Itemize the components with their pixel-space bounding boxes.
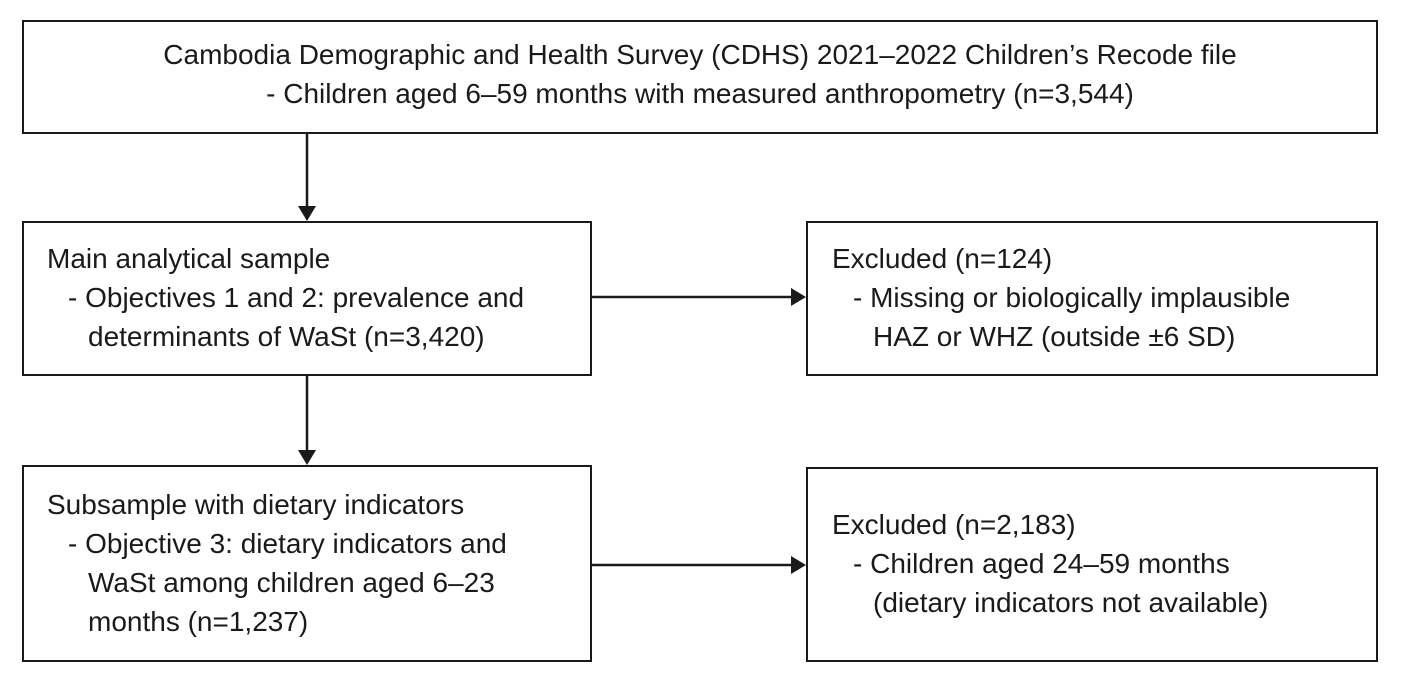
- arrowhead-main-to-excluded: [791, 288, 806, 306]
- main-sample-title: Main analytical sample: [47, 243, 331, 274]
- main-sample-objective-cont: determinants of WaSt (n=3,420): [88, 321, 485, 352]
- arrowhead-subsample-to-excluded: [791, 556, 806, 574]
- excluded-implausible-reason-cont: HAZ or WHZ (outside ±6 SD): [873, 321, 1236, 352]
- subsample-objective: - Objective 3: dietary indicators and: [68, 528, 507, 559]
- excluded-implausible-title: Excluded (n=124): [832, 243, 1053, 274]
- source-data-detail: - Children aged 6–59 months with measured anthropometry (n=3,544): [266, 78, 1134, 109]
- main-sample-objective: - Objectives 1 and 2: prevalence and: [68, 282, 525, 313]
- excluded-implausible-reason: - Missing or biologically implausible: [853, 282, 1291, 313]
- arrowhead-source-to-main: [298, 206, 316, 221]
- source-data-title: Cambodia Demographic and Health Survey (CDHS) 2021–2022 Children’s Recode file: [163, 39, 1237, 70]
- subsample-objective-cont: WaSt among children aged 6–23: [88, 567, 495, 598]
- subsample-objective-cont-2: months (n=1,237): [88, 606, 309, 637]
- excluded-age-reason: - Children aged 24–59 months: [853, 548, 1230, 579]
- excluded-age-reason-cont: (dietary indicators not available): [873, 587, 1269, 618]
- arrowhead-main-to-subsample: [298, 450, 316, 465]
- subsample-title: Subsample with dietary indicators: [47, 489, 465, 520]
- excluded-age-title: Excluded (n=2,183): [832, 509, 1076, 540]
